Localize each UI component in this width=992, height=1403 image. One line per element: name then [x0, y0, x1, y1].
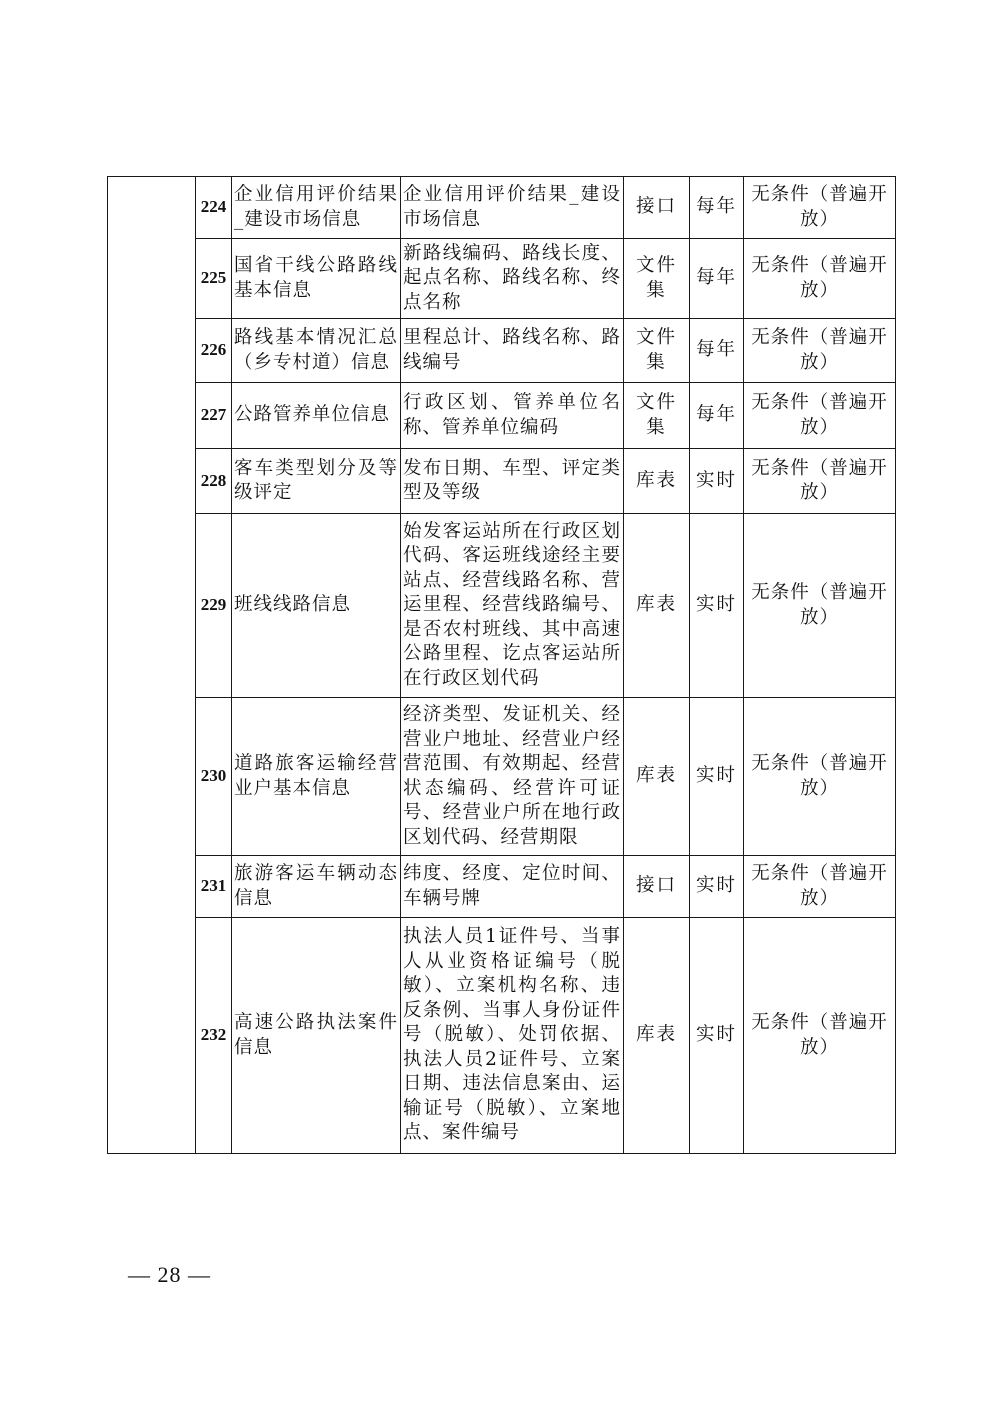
table-row — [108, 918, 896, 1154]
row-number: 229 — [196, 514, 232, 698]
share-condition: 无条件（普遍开放） — [744, 177, 896, 239]
resource-name: 高速公路执法案件信息 — [232, 918, 401, 1154]
resource-type: 库表 — [624, 514, 690, 698]
row-number: 225 — [196, 239, 232, 319]
resource-name: 企业信用评价结果_建设市场信息 — [232, 177, 401, 239]
resource-name: 旅游客运车辆动态信息 — [232, 856, 401, 918]
resource-name: 客车类型划分及等级评定 — [232, 449, 401, 514]
resource-type: 库表 — [624, 698, 690, 856]
page-number: — 28 — — [128, 1262, 211, 1287]
share-condition: 无条件（普遍开放） — [744, 449, 896, 514]
resource-fields: 里程总计、路线名称、路线编号 — [401, 319, 624, 383]
resource-name: 路线基本情况汇总（乡专村道）信息 — [232, 319, 401, 383]
resource-type: 接口 — [624, 177, 690, 239]
resource-fields: 纬度、经度、定位时间、车辆号牌 — [401, 856, 624, 918]
row-number: 226 — [196, 319, 232, 383]
table-row — [108, 383, 896, 449]
resource-fields: 执法人员1证件号、当事人从业资格证编号（脱敏）、立案机构名称、违反条例、当事人身份证件号（脱敏）、处罚依据、执法人员2证件号、立案日期、违法信息案由、运输证号（脱敏）、立案地点、案件编号 — [401, 918, 624, 1154]
resource-fields: 行政区划、管养单位名称、管养单位编码 — [401, 383, 624, 449]
share-condition: 无条件（普遍开放） — [744, 383, 896, 449]
data-catalog-table — [107, 176, 896, 1154]
update-frequency: 实时 — [690, 856, 744, 918]
resource-fields: 发布日期、车型、评定类型及等级 — [401, 449, 624, 514]
table-row — [108, 856, 896, 918]
resource-type: 文件集 — [624, 319, 690, 383]
resource-fields: 始发客运站所在行政区划代码、客运班线途经主要站点、经营线路名称、营运里程、经营线路编号、是否农村班线、其中高速公路里程、讫点客运站所在行政区划代码 — [401, 514, 624, 698]
resource-type: 库表 — [624, 918, 690, 1154]
category-cell — [108, 177, 196, 1154]
share-condition: 无条件（普遍开放） — [744, 239, 896, 319]
update-frequency: 实时 — [690, 698, 744, 856]
resource-name: 国省干线公路路线基本信息 — [232, 239, 401, 319]
update-frequency: 实时 — [690, 449, 744, 514]
resource-type: 接口 — [624, 856, 690, 918]
row-number: 228 — [196, 449, 232, 514]
resource-fields: 经济类型、发证机关、经营业户地址、经营业户经营范围、有效期起、经营状态编码、经营许可证号、经营业户所在地行政区划代码、经营期限 — [401, 698, 624, 856]
update-frequency: 实时 — [690, 918, 744, 1154]
table-row — [108, 319, 896, 383]
share-condition: 无条件（普遍开放） — [744, 918, 896, 1154]
resource-fields: 新路线编码、路线长度、起点名称、路线名称、终点名称 — [401, 239, 624, 319]
resource-name: 道路旅客运输经营业户基本信息 — [232, 698, 401, 856]
share-condition: 无条件（普遍开放） — [744, 319, 896, 383]
table-row — [108, 177, 896, 239]
row-number: 224 — [196, 177, 232, 239]
share-condition: 无条件（普遍开放） — [744, 514, 896, 698]
table-row — [108, 514, 896, 698]
row-number: 232 — [196, 918, 232, 1154]
update-frequency: 实时 — [690, 514, 744, 698]
row-number: 230 — [196, 698, 232, 856]
update-frequency: 每年 — [690, 383, 744, 449]
resource-type: 文件集 — [624, 239, 690, 319]
resource-type: 库表 — [624, 449, 690, 514]
resource-type: 文件集 — [624, 383, 690, 449]
resource-name: 班线线路信息 — [232, 514, 401, 698]
update-frequency: 每年 — [690, 177, 744, 239]
share-condition: 无条件（普遍开放） — [744, 856, 896, 918]
update-frequency: 每年 — [690, 239, 744, 319]
share-condition: 无条件（普遍开放） — [744, 698, 896, 856]
update-frequency: 每年 — [690, 319, 744, 383]
row-number: 231 — [196, 856, 232, 918]
row-number: 227 — [196, 383, 232, 449]
table-row — [108, 239, 896, 319]
table-row — [108, 698, 896, 856]
resource-fields: 企业信用评价结果_建设市场信息 — [401, 177, 624, 239]
table-row — [108, 449, 896, 514]
resource-name: 公路管养单位信息 — [232, 383, 401, 449]
